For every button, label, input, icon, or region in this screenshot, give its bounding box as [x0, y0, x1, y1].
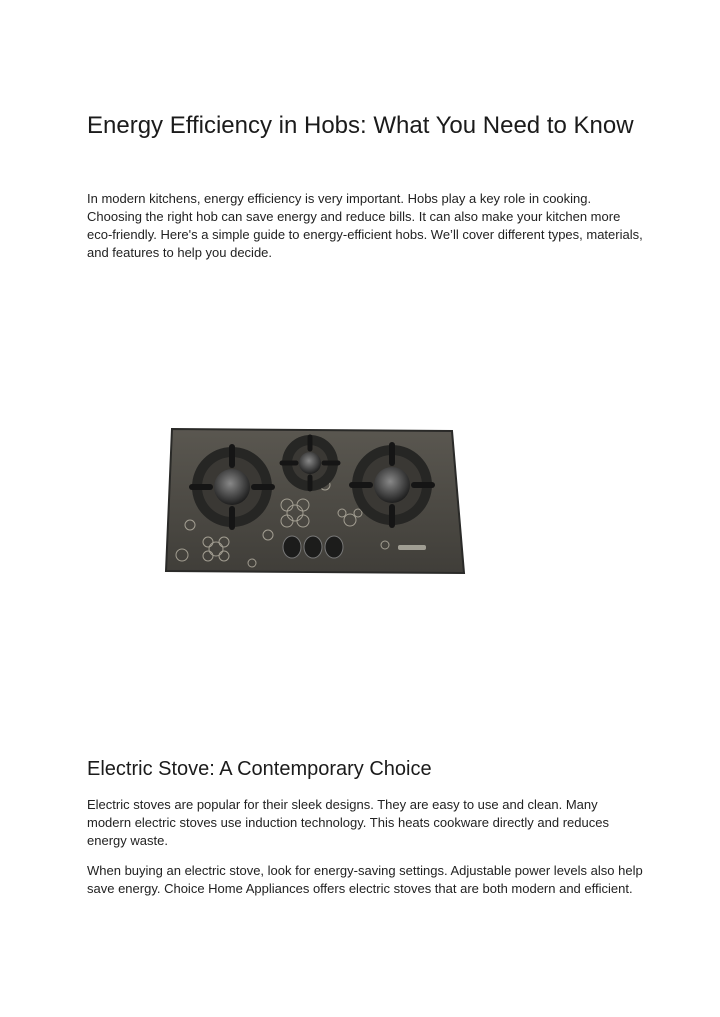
page-title: Energy Efficiency in Hobs: What You Need to Know — [87, 112, 634, 139]
section-paragraph-2: When buying an electric stove, look for energy-saving settings. Adjustable power levels also help save energy. Choice Home Appliances offers electric stoves that are both modern and efficient. — [87, 863, 643, 896]
section-paragraph-1: Electric stoves are popular for their sleek designs. They are easy to use and clean. Many modern electric stoves use induction technology. This heats cookware directly and reduces energy waste. — [87, 797, 609, 848]
gas-hob-image — [160, 425, 470, 580]
intro-paragraph: In modern kitchens, energy efficiency is very important. Hobs play a key role in cooking. Choosing the right hob can save energy and reduce bills. It can also make your kitchen more eco-friendly. Here's a simple guide to energy-efficient hobs. We’ll cover different types, materials, and features to help you decide. — [87, 191, 643, 260]
section-heading: Electric Stove: A Contemporary Choice — [87, 758, 432, 780]
